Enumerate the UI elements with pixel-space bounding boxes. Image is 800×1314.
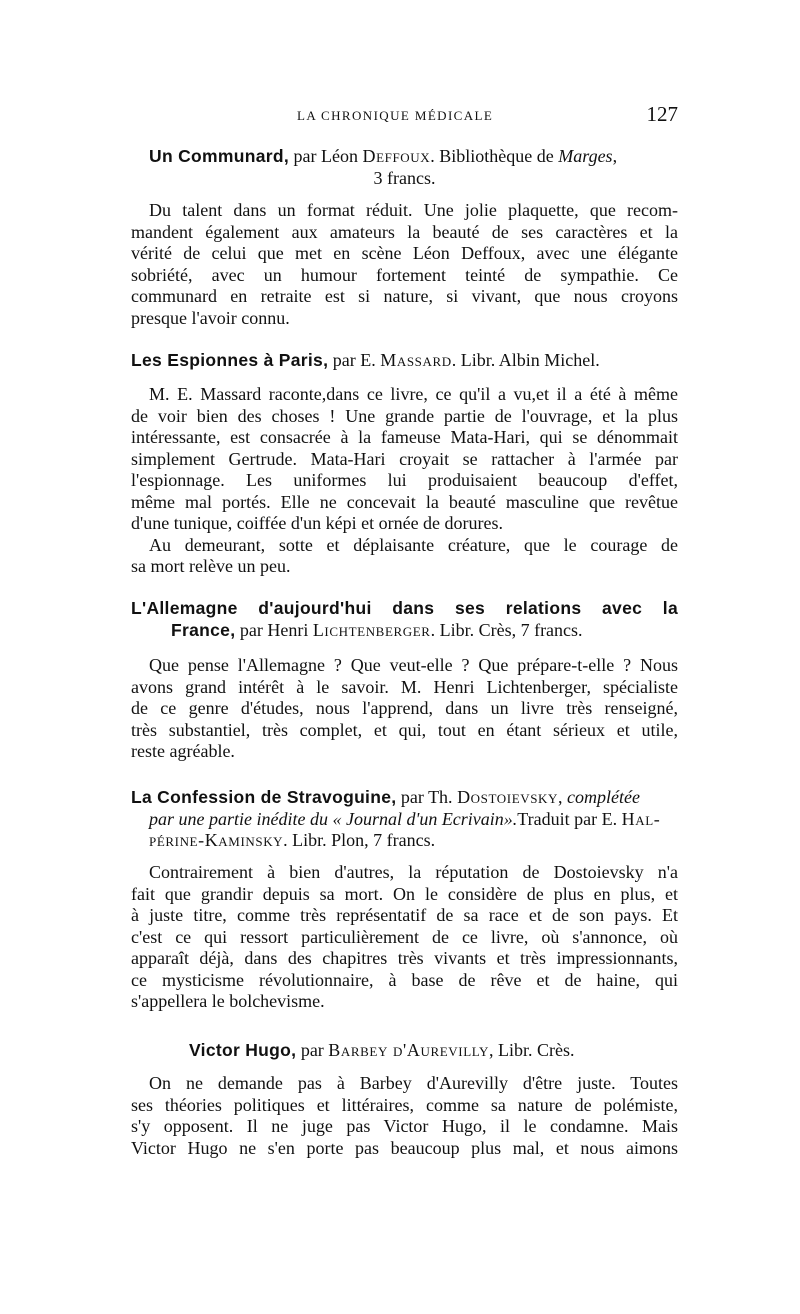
body-line: Que pense l'Allemagne ? Que veut-elle ? Que prépare-t-elle ? Nous bbox=[149, 655, 678, 675]
body-line: à juste titre, comme très représentatif de sa race et de son pays. Et bbox=[131, 905, 678, 925]
body-line: vérité de celui que met en scène Léon Deffoux, avec une élégante bbox=[131, 243, 678, 263]
review-body-stravoguine bbox=[131, 862, 678, 1013]
translator-name: Hal- bbox=[621, 808, 661, 829]
body-line: Contrairement à bien d'autres, la réputation de Dostoievsky n'a bbox=[149, 862, 678, 882]
review-heading-victor-hugo: Victor Hugo, par Barbey d'Aurevilly, Libr. Crès. bbox=[189, 1040, 575, 1060]
body-line: M. E. Massard raconte,dans ce livre, ce qu'il a vu,et il a été à même bbox=[149, 384, 678, 404]
body-line: intéressante, est consacrée à la fameuse Mata-Hari, qui se dénommait bbox=[131, 427, 678, 447]
author-name: Massard bbox=[380, 350, 452, 370]
book-title: Les Espionnes à Paris, bbox=[131, 350, 329, 370]
body-line: ce mysticisme révolutionnaire, à base de rêve et de haine, qui bbox=[131, 969, 678, 990]
body-line: On ne demande pas à Barbey d'Aurevilly d'être juste. Toutes bbox=[149, 1073, 678, 1093]
author-name: Dostoievsky bbox=[457, 787, 559, 807]
review-heading-stravoguine: La Confession de Stravoguine, par Th. Dostoievsky, complétée par une partie inédite du « Journal d'un Ecrivain».Traduit par E. Hal- périne-Kaminsky. Libr. Plon, 7 francs. bbox=[131, 787, 661, 850]
book-title: Victor Hugo, bbox=[189, 1040, 297, 1060]
body-line: reste agréable. bbox=[131, 741, 235, 761]
book-title-continued: France, bbox=[171, 619, 236, 640]
review-heading-espionnes: Les Espionnes à Paris, par E. Massard. Libr. Albin Michel. bbox=[131, 350, 600, 370]
review-heading-communard: Un Communard, par Léon Deffoux. Bibliothèque de Marges, 3 francs. bbox=[131, 146, 678, 189]
review-heading-allemagne: L'Allemagne d'aujourd'hui dans ses relations avec la France, par Henri Lichtenberger. Libr. Crès, 7 francs. bbox=[131, 598, 678, 640]
review-body-allemagne bbox=[131, 655, 678, 763]
running-title: LA CHRONIQUE MÉDICALE bbox=[297, 108, 494, 123]
body-line: apparaît déjà, dans des chapitres très vivants et très impressionnants, bbox=[131, 948, 678, 968]
author-name: Lichtenberger bbox=[312, 619, 431, 640]
body-line: simplement Gertrude. Mata-Hari croyait se rattacher à l'armée par bbox=[131, 448, 678, 469]
author-name: Barbey d'Aurevilly bbox=[328, 1040, 489, 1060]
subtitle: par une partie inédite du « Journal d'un Ecrivain». bbox=[149, 808, 518, 829]
body-line: d'une tunique, coiffée d'un képi et ornée de dorures. bbox=[131, 513, 504, 533]
body-line: Victor Hugo ne s'en porte pas beaucoup plus mal, et nous aimons bbox=[131, 1137, 678, 1158]
body-line: avons grand intérêt à le savoir. M. Henri Lichtenberger, spécialiste bbox=[131, 676, 678, 697]
body-line: sobriété, avec un humour fortement teinté de sympathie. Ce bbox=[131, 264, 678, 285]
body-line: très substantiel, très complet, et qui, tout en étant sérieux et utile, bbox=[131, 719, 678, 740]
review-body-victor-hugo bbox=[131, 1073, 678, 1159]
review-body-communard bbox=[131, 200, 678, 329]
author-name: Deffoux bbox=[362, 146, 431, 166]
book-title: Un Communard, bbox=[149, 146, 290, 166]
body-line: de voir bien des choses ! Une grande partie de l'ouvrage, et la plus bbox=[131, 405, 678, 426]
body-line: fait que grandir depuis sa mort. On le considère de plus en plus, et bbox=[131, 883, 678, 904]
body-line: l'espionnage. Les uniformes lui produisaient beaucoup d'effet, bbox=[131, 470, 678, 490]
body-line: presque l'avoir connu. bbox=[131, 307, 290, 328]
body-line: ses théories politiques et littéraires, comme sa nature de polémiste, bbox=[131, 1094, 678, 1115]
body-line: sa mort relève un peu. bbox=[131, 556, 291, 576]
book-title: L'Allemagne d'aujourd'hui dans ses relations avec la bbox=[131, 598, 678, 618]
body-line: s'y opposent. Il ne juge pas Victor Hugo, il le condamne. Mais bbox=[131, 1116, 678, 1136]
journal-name: Marges bbox=[558, 146, 613, 166]
body-line: c'est ce qui ressort particulièrement de ce livre, où s'annonce, où bbox=[131, 926, 678, 947]
body-line: de ce genre d'études, nous l'apprend, dans un livre très renseigné, bbox=[131, 698, 678, 718]
body-line: communard en retraite est si nature, si vivant, que nous croyons bbox=[131, 286, 678, 306]
page-number: 127 bbox=[646, 102, 678, 126]
body-line: Du talent dans un format réduit. Une jolie plaquette, que recom- bbox=[149, 200, 678, 220]
review-body-espionnes bbox=[131, 384, 678, 578]
page-header bbox=[130, 102, 678, 132]
translator-name: périne-Kaminsky bbox=[149, 830, 284, 850]
price-line: 3 francs. bbox=[373, 167, 436, 188]
body-line: Au demeurant, sotte et déplaisante créature, que le courage de bbox=[149, 534, 678, 555]
body-line: même mal portés. Elle ne concevait la beauté masculine que revêtue bbox=[131, 491, 678, 512]
book-title: La Confession de Stravoguine, bbox=[131, 787, 397, 807]
body-line: mandent également aux amateurs la beauté de ses caractères et la bbox=[131, 221, 678, 242]
body-line: s'appellera le bolchevisme. bbox=[131, 991, 325, 1011]
